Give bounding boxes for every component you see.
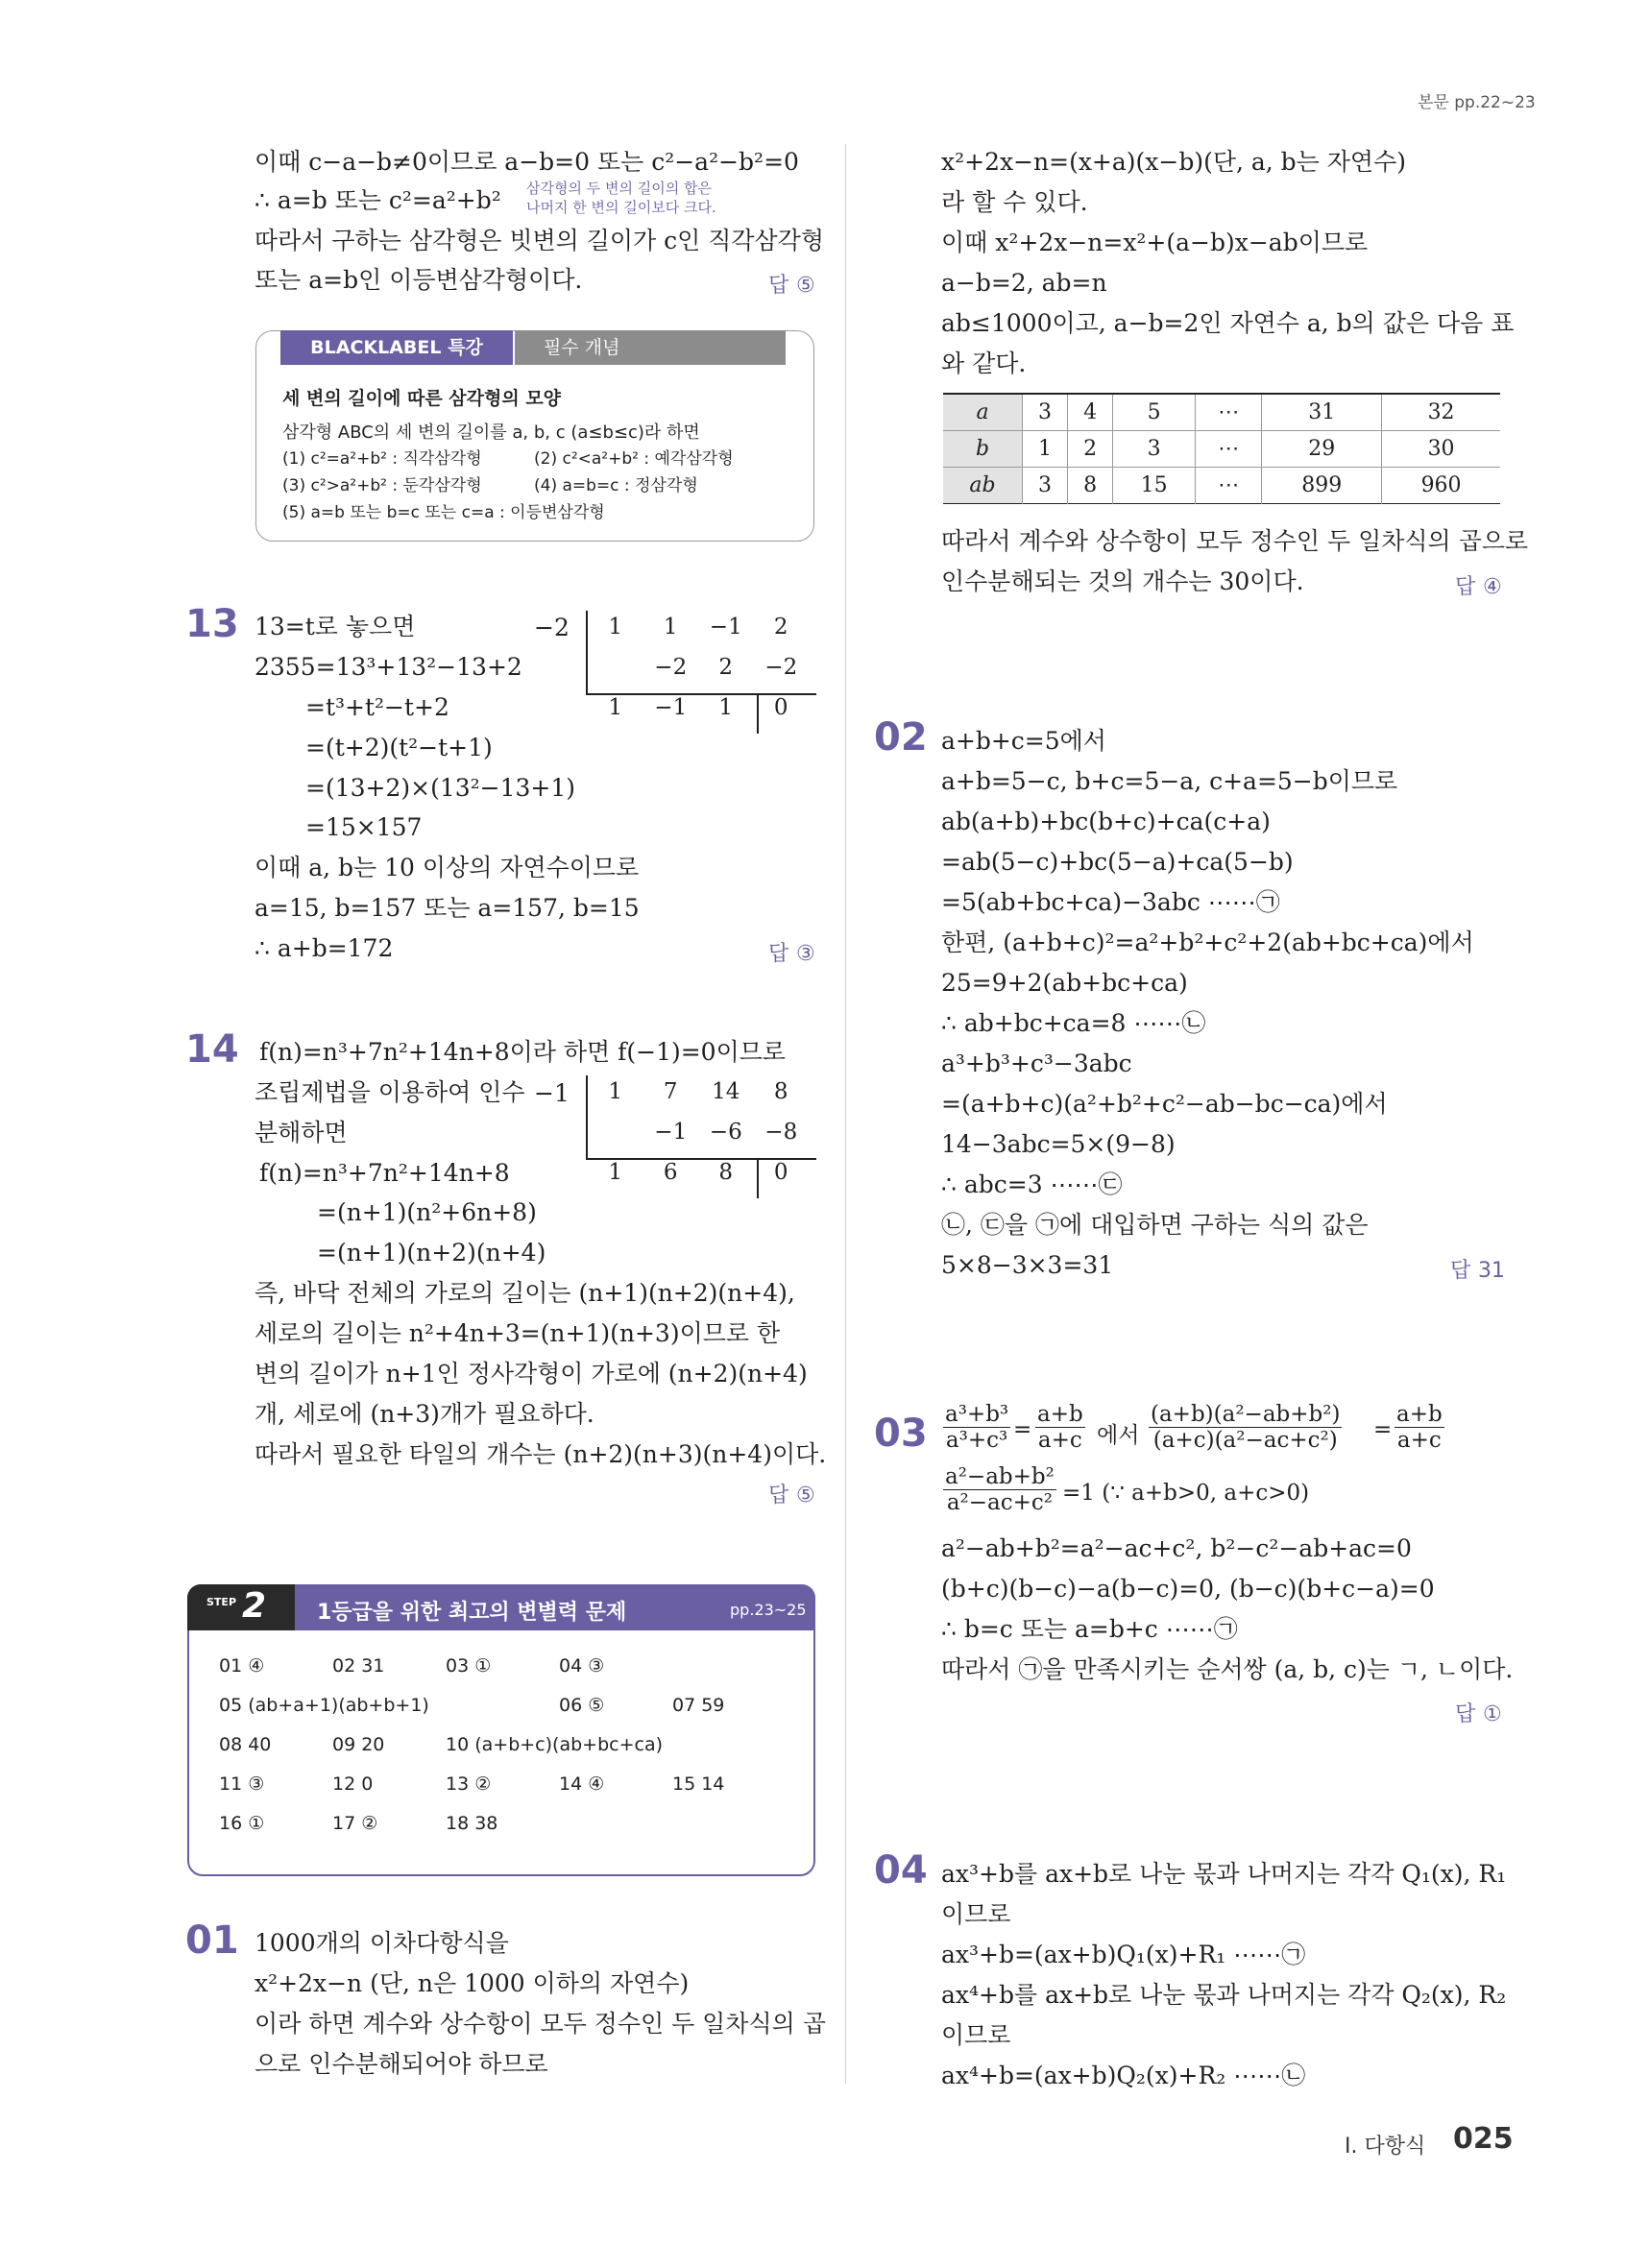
synthetic-division	[588, 607, 809, 728]
text-line: a=15, b=157 또는 a=157, b=15	[255, 894, 640, 922]
table-cell: 31	[1262, 394, 1382, 430]
text-line: ∴ abc=3 ⋯⋯㉢	[941, 1170, 1123, 1198]
cell: −2	[764, 655, 798, 680]
answer-label: 답	[1450, 1259, 1471, 1283]
answer-key-item: 04 ③	[559, 1655, 605, 1677]
answer-value: ①	[1482, 1702, 1502, 1726]
table-cell: 30	[1382, 430, 1500, 467]
step2-pages: pp.23~25	[730, 1601, 807, 1619]
table-cell: 2	[1068, 430, 1113, 467]
text-line: 한편, (a+b+c)²=a²+b²+c²+2(ab+bc+ca)에서	[941, 929, 1474, 956]
table-cell: 960	[1382, 467, 1500, 503]
text-line: 1000개의 이차다항식을	[255, 1929, 509, 1957]
concept-item: (4) a=b=c : 정삼각형	[534, 476, 698, 495]
cell	[588, 1112, 643, 1152]
answer-key-item: 12 0	[332, 1773, 374, 1795]
text-line: ∴ b=c 또는 a=b+c ⋯⋯㉠	[941, 1615, 1238, 1643]
answer-key-item: 14 ④	[559, 1773, 605, 1795]
blacklabel-title: 세 변의 길이에 따른 삼각형의 모양	[282, 388, 562, 409]
text-line: 이때 x²+2x−n=x²+(a−b)x−ab이므로	[941, 229, 1369, 256]
concept-item: (5) a=b 또는 b=c 또는 c=a : 이등변삼각형	[282, 503, 605, 522]
text-line: f(n)=n³+7n²+14n+8	[259, 1159, 510, 1187]
side-note-line: 삼각형의 두 변의 길이의 합은	[526, 180, 712, 197]
text-line: 따라서 계수와 상수항이 모두 정수인 두 일차식의 곱으로	[941, 527, 1529, 555]
cell: 1	[718, 695, 734, 720]
answer-key-item: 09 20	[332, 1734, 385, 1755]
text-line: =15×157	[305, 813, 423, 841]
cell: −6	[709, 1120, 742, 1145]
text-line: 이때 c−a−b≠0이므로 a−b=0 또는 c²−a²−b²=0	[255, 148, 799, 176]
answer-value: ⑤	[795, 274, 815, 298]
table-cell: ⋯	[1196, 467, 1262, 503]
concept-tab: 필수 개념	[515, 330, 786, 365]
cell: 0	[773, 1160, 788, 1185]
denominator: a+c	[1037, 1428, 1082, 1453]
text-line: 13=t로 놓으면	[255, 613, 416, 640]
answer-key-item: 15 14	[672, 1773, 725, 1795]
page-range: 본문 pp.22~23	[1418, 93, 1536, 112]
text-line: 따라서 구하는 삼각형은 빗변의 길이가 c인 직각삼각형	[255, 227, 824, 254]
text-line: 따라서 ㉠을 만족시키는 순서쌍 (a, b, c)는 ㄱ, ㄴ이다.	[941, 1655, 1514, 1683]
text-line: a²−ab+b²=a²−ac+c², b²−c²−ab+ac=0	[941, 1534, 1412, 1562]
table-cell: 32	[1382, 394, 1500, 430]
page-number: 025	[1453, 2122, 1514, 2156]
answer-key-item: 05 (ab+a+1)(ab+b+1)	[219, 1695, 429, 1716]
text-line: =5(ab+bc+ca)−3abc ⋯⋯㉠	[941, 888, 1280, 916]
cell: 1	[608, 695, 623, 720]
text-line: x²+2x−n (단, n은 1000 이하의 자연수)	[255, 1969, 690, 1997]
text-line: =t³+t²−t+2	[305, 693, 449, 721]
text-line: ∴ ab+bc+ca=8 ⋯⋯㉡	[941, 1009, 1206, 1037]
text-line: 이때 a, b는 10 이상의 자연수이므로	[255, 854, 640, 881]
denominator: a²−ac+c²	[946, 1490, 1054, 1515]
synthetic-division	[588, 1072, 809, 1193]
cell: 1	[608, 615, 623, 639]
answer-key-item: 08 40	[219, 1734, 272, 1755]
text-line: 25=9+2(ab+bc+ca)	[941, 969, 1188, 997]
text-line: 2355=13³+13²−13+2	[255, 653, 522, 681]
answer-label: 답	[1455, 575, 1476, 599]
side-note	[526, 179, 716, 217]
cell: 7	[663, 1079, 678, 1104]
table-cell: 3	[1023, 394, 1068, 430]
table-cell: 3	[1023, 467, 1068, 503]
cell: −1	[654, 1120, 688, 1145]
answer	[1450, 1254, 1505, 1284]
denominator: (a+c)(a²−ac+c²)	[1152, 1428, 1338, 1453]
table-cell: 15	[1113, 467, 1196, 503]
text-line: 또는 a=b인 이등변삼각형이다.	[255, 266, 583, 294]
answer-label: 답	[1455, 1702, 1476, 1726]
answer-key-item: 16 ①	[219, 1813, 265, 1834]
text-line: ax⁴+b=(ax+b)Q₂(x)+R₂ ⋯⋯㉡	[941, 2062, 1306, 2089]
text-line: 따라서 필요한 타일의 개수는 (n+2)(n+3)(n+4)이다.	[255, 1440, 827, 1468]
text-line: 세로의 길이는 n²+4n+3=(n+1)(n+3)이므로 한	[255, 1319, 781, 1347]
table-cell: 3	[1113, 430, 1196, 467]
synthetic-root: −1	[534, 1079, 570, 1107]
step-label: STEP	[206, 1596, 237, 1608]
text-line: f(n)=n³+7n²+14n+8이라 하면 f(−1)=0이므로	[259, 1038, 787, 1066]
cell: 6	[663, 1160, 678, 1185]
equation-tail: =1 (∵ a+b>0, a+c>0)	[1062, 1481, 1310, 1506]
text-line: 라 할 수 있다.	[941, 188, 1088, 216]
answer-key-item: 13 ②	[446, 1773, 492, 1795]
cell: −1	[709, 615, 742, 639]
answer-key-item: 17 ②	[332, 1813, 378, 1834]
text-line: 와 같다.	[941, 350, 1027, 377]
text-line: a+b=5−c, b+c=5−a, c+a=5−b이므로	[941, 767, 1398, 795]
fraction	[943, 1464, 1056, 1515]
answer	[768, 937, 815, 967]
problem-number: 03	[874, 1411, 928, 1456]
cell: 2	[718, 655, 734, 680]
numerator: a³+b³	[945, 1402, 1009, 1427]
text-line: 개, 세로에 (n+3)개가 필요하다.	[255, 1400, 594, 1428]
table-cell: 8	[1068, 467, 1113, 503]
answer-key-item: 10 (a+b+c)(ab+bc+ca)	[446, 1734, 663, 1755]
table-header-cell: ab	[943, 467, 1023, 503]
answer-value: 31	[1477, 1259, 1505, 1283]
fraction	[1149, 1402, 1342, 1453]
text-line: 14−3abc=5×(9−8)	[941, 1130, 1176, 1158]
text-line: ∴ a+b=172	[255, 934, 394, 962]
text-line: =(a+b+c)(a²+b²+c²−ab−bc−ca)에서	[941, 1090, 1388, 1118]
text-line: a+b+c=5에서	[941, 727, 1106, 755]
cell: 8	[773, 1079, 788, 1104]
table-cell: 5	[1113, 394, 1196, 430]
text-line: 조립제법을 이용하여 인수	[255, 1078, 525, 1106]
text-line: 5×8−3×3=31	[941, 1251, 1114, 1279]
answer-label: 답	[768, 942, 789, 966]
answer-key-item: 06 ⑤	[559, 1695, 605, 1716]
problem-number: 01	[185, 1918, 239, 1963]
cell: 0	[773, 695, 788, 720]
chapter-label: Ⅰ. 다항식	[1345, 2135, 1426, 2159]
text-line: 즉, 바닥 전체의 가로의 길이는 (n+1)(n+2)(n+4),	[255, 1279, 795, 1307]
text-line: ax³+b=(ax+b)Q₁(x)+R₁ ⋯⋯㉠	[941, 1941, 1306, 1968]
ab-table	[943, 393, 1500, 504]
cell: 1	[663, 615, 678, 639]
answer	[768, 269, 815, 299]
text-line: 이라 하면 계수와 상수항이 모두 정수인 두 일차식의 곱	[255, 2010, 826, 2038]
answer	[1455, 570, 1502, 600]
text-line: =(t+2)(t²−t+1)	[305, 734, 493, 761]
answer-value: ③	[795, 942, 815, 966]
answer-label: 답	[768, 1484, 789, 1508]
text-line: =(n+1)(n+2)(n+4)	[317, 1239, 546, 1267]
text-line: 이므로	[941, 2021, 1011, 2049]
text-line: 변의 길이가 n+1인 정사각형이 가로에 (n+2)(n+4)	[255, 1360, 808, 1387]
text-line: ax⁴+b를 ax+b로 나눈 몫과 나머지는 각각 Q₂(x), R₂	[941, 1981, 1507, 2009]
cell: 8	[718, 1160, 734, 1185]
text-line: a−b=2, ab=n	[941, 269, 1107, 297]
equals-sign: =	[1013, 1417, 1032, 1442]
answer-key-item: 02 31	[332, 1655, 385, 1677]
answer-key-item: 01 ④	[219, 1655, 265, 1677]
text-line: ax³+b를 ax+b로 나눈 몫과 나머지는 각각 Q₁(x), R₁	[941, 1860, 1507, 1888]
text-line: (b+c)(b−c)−a(b−c)=0, (b−c)(b+c−a)=0	[941, 1575, 1435, 1603]
cell	[588, 647, 643, 688]
numerator: a²−ab+b²	[945, 1464, 1055, 1489]
blacklabel-tab: BLACKLABEL 특강	[280, 330, 513, 365]
table-cell: ⋯	[1196, 394, 1262, 430]
synthetic-root: −2	[534, 614, 570, 641]
problem-number: 14	[185, 1027, 239, 1072]
text-line: ∴ a=b 또는 c²=a²+b²	[255, 186, 501, 214]
answer-label: 답	[768, 274, 789, 298]
denominator: a+c	[1396, 1428, 1442, 1453]
cell: 2	[773, 615, 788, 639]
numerator: a+b	[1396, 1402, 1443, 1427]
concept-item: (1) c²=a²+b² : 직각삼각형	[282, 449, 482, 469]
text-line: a³+b³+c³−3abc	[941, 1050, 1132, 1077]
fraction	[943, 1402, 1010, 1453]
table-header-cell: a	[943, 394, 1023, 430]
text-line: ab(a+b)+bc(b+c)+ca(c+a)	[941, 808, 1271, 835]
numerator: (a+b)(a²−ab+b²)	[1151, 1402, 1341, 1427]
fraction	[1395, 1402, 1444, 1453]
step2-title: 1등급을 위한 최고의 변별력 문제	[317, 1601, 627, 1625]
cell: 1	[608, 1160, 623, 1185]
text-line: =(13+2)×(13²−13+1)	[305, 774, 576, 802]
answer-key-item: 18 38	[446, 1813, 498, 1834]
concept-item: (2) c²<a²+b² : 예각삼각형	[534, 449, 734, 469]
text-line: =ab(5−c)+bc(5−a)+ca(5−b)	[941, 848, 1294, 876]
cell: 1	[608, 1079, 623, 1104]
answer-value: ⑤	[795, 1484, 815, 1508]
column-divider	[845, 144, 846, 2084]
table-cell: 1	[1023, 430, 1068, 467]
cell: −8	[764, 1120, 798, 1145]
answer	[768, 1479, 815, 1508]
text-line: =(n+1)(n²+6n+8)	[317, 1198, 537, 1226]
text-line: 분해하면	[255, 1119, 348, 1146]
connector-text: 에서	[1097, 1423, 1140, 1448]
problem-number: 04	[874, 1848, 928, 1893]
text-line: 인수분해되는 것의 개수는 30이다.	[941, 567, 1304, 595]
text-line: ㉡, ㉢을 ㉠에 대입하면 구하는 식의 값은	[941, 1211, 1369, 1239]
answer-key-item: 11 ③	[219, 1773, 265, 1795]
problem-number: 02	[874, 715, 928, 760]
answer-key-item: 03 ①	[446, 1655, 492, 1677]
cell: −1	[654, 695, 688, 720]
table-cell: 899	[1262, 467, 1382, 503]
problem-number: 13	[185, 602, 239, 646]
side-note-line: 나머지 한 변의 길이보다 크다.	[526, 199, 716, 216]
cell: −2	[654, 655, 688, 680]
answer-value: ④	[1482, 575, 1502, 599]
text-line: 으로 인수분해되어야 하므로	[255, 2050, 548, 2078]
numerator: a+b	[1037, 1402, 1083, 1427]
equals-sign: =	[1373, 1417, 1393, 1442]
fraction	[1035, 1402, 1085, 1453]
denominator: a³+c³	[945, 1428, 1008, 1453]
table-header-cell: b	[943, 430, 1023, 467]
concept-item: (3) c²>a²+b² : 둔각삼각형	[282, 476, 482, 495]
text-line: x²+2x−n=(x+a)(x−b)(단, a, b는 자연수)	[941, 148, 1406, 176]
table-cell: 4	[1068, 394, 1113, 430]
table-cell: 29	[1262, 430, 1382, 467]
table-cell: ⋯	[1196, 430, 1262, 467]
blacklabel-intro: 삼각형 ABC의 세 변의 길이를 a, b, c (a≤b≤c)라 하면	[282, 422, 700, 443]
text-line: 이므로	[941, 1900, 1011, 1928]
step-number: 2	[242, 1586, 267, 1626]
cell: 14	[712, 1079, 740, 1104]
text-line: ab≤1000이고, a−b=2인 자연수 a, b의 값은 다음 표	[941, 309, 1515, 337]
answer-key-item: 07 59	[672, 1695, 725, 1716]
answer	[1455, 1698, 1502, 1727]
step-badge	[187, 1584, 295, 1630]
